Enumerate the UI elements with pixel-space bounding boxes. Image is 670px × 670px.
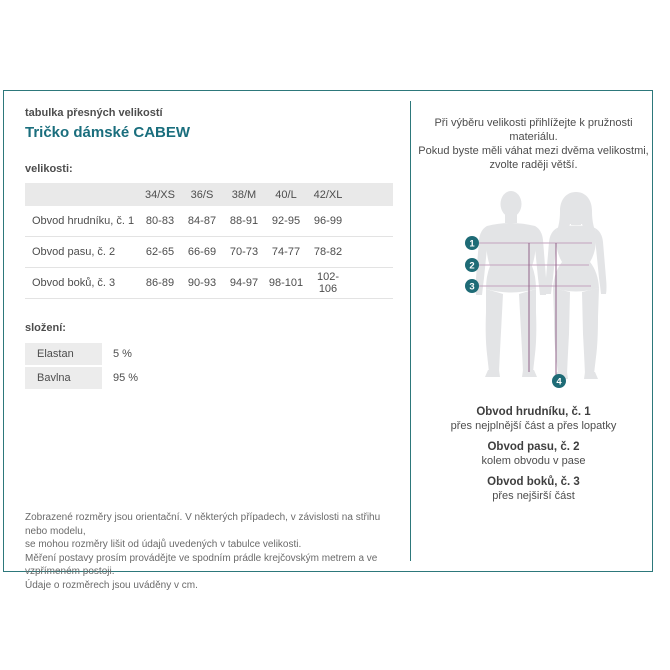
measure-marker-3 xyxy=(465,279,479,293)
measurement-row-label: Obvod pasu, č. 2 xyxy=(25,237,139,268)
footnote-line: se mohou rozměry lišit od údajů uvedených v tabulce velikosti. xyxy=(25,539,302,550)
material-percent: 5 % xyxy=(113,348,132,360)
measure-marker-2 xyxy=(465,258,479,272)
footnote-line: Zobrazené rozměry jsou orientační. V některých případech, v závislosti na střihu nebo modelu, xyxy=(25,512,381,537)
svg-text:4: 4 xyxy=(556,376,562,388)
fit-advice-line: Při výběru velikosti přihlížejte k pružnosti materiálu. xyxy=(434,117,633,143)
size-value: 84-87 xyxy=(181,206,223,237)
footnote-line: Údaje o rozměrech jsou uváděny v cm. xyxy=(25,579,198,591)
material-name: Bavlna xyxy=(25,367,102,389)
table-row xyxy=(25,237,393,268)
sizes-table-header-row xyxy=(25,183,393,206)
size-value: 78-82 xyxy=(307,237,349,268)
body-measurement-diagram xyxy=(429,182,669,397)
footnote-line: Měření postavy prosím provádějte ve spodním prádle krejčovským metrem a ve vzpřímeném postoji. xyxy=(25,552,378,577)
size-value: 62-65 xyxy=(139,237,181,268)
material-name: Elastan xyxy=(25,343,102,365)
measurement-desc: přes nejplnější část a přes lopatky xyxy=(450,420,617,432)
product-title: Tričko dámské CABEW xyxy=(25,124,191,141)
size-value: 66-69 xyxy=(181,237,223,268)
composition-row xyxy=(25,343,399,365)
measurement-desc: přes nejširší část xyxy=(492,490,575,502)
size-value: 80-83 xyxy=(139,206,181,237)
fit-advice-line: zvolte raději větší. xyxy=(489,159,578,171)
material-percent: 95 % xyxy=(113,372,139,384)
svg-text:3: 3 xyxy=(469,281,475,293)
size-value: 86-89 xyxy=(139,268,181,299)
chart-subtitle: tabulka přesných velikostí xyxy=(25,107,163,119)
size-value: 98-101 xyxy=(265,268,307,299)
measurement-title: Obvod boků, č. 3 xyxy=(487,476,580,488)
measurement-row-label: Obvod hrudníku, č. 1 xyxy=(25,206,139,237)
size-value: 96-99 xyxy=(307,206,349,237)
size-column-header: 38/M xyxy=(223,183,265,206)
footnote xyxy=(25,511,405,592)
measurement-legend xyxy=(412,441,655,467)
fit-advice-line: Pokud byste měli váhat mezi dvěma velikostmi, xyxy=(418,145,649,157)
size-column-header: 34/XS xyxy=(139,183,181,206)
panel-divider xyxy=(410,101,411,561)
male-silhouette xyxy=(476,191,547,377)
size-column-header: 40/L xyxy=(265,183,307,206)
composition-table xyxy=(25,343,399,389)
measurement-legend xyxy=(412,406,655,432)
size-value: 94-97 xyxy=(223,268,265,299)
sizes-table xyxy=(25,183,393,299)
size-chart-frame xyxy=(3,90,653,591)
size-value: 92-95 xyxy=(265,206,307,237)
size-value: 102-106 xyxy=(307,268,349,299)
fit-advice xyxy=(412,116,655,172)
size-value: 90-93 xyxy=(181,268,223,299)
size-value: 74-77 xyxy=(265,237,307,268)
measure-marker-1 xyxy=(465,236,479,250)
table-row xyxy=(25,206,393,237)
measurement-legend xyxy=(412,476,655,502)
size-column-header: 36/S xyxy=(181,183,223,206)
sizes-header-empty xyxy=(25,183,139,206)
measurement-title: Obvod hrudníku, č. 1 xyxy=(476,406,591,418)
svg-text:2: 2 xyxy=(469,260,475,272)
size-value: 88-91 xyxy=(223,206,265,237)
sizes-label: velikosti: xyxy=(25,163,73,175)
measurement-guide-panel xyxy=(412,91,655,502)
size-value: 70-73 xyxy=(223,237,265,268)
measurement-row-label: Obvod boků, č. 3 xyxy=(25,268,139,299)
measure-marker-4 xyxy=(552,374,566,388)
composition-label: složení: xyxy=(25,322,66,334)
size-chart-panel xyxy=(25,91,399,391)
svg-text:1: 1 xyxy=(469,238,475,250)
measurement-title: Obvod pasu, č. 2 xyxy=(487,441,580,453)
sizes-header-filler xyxy=(349,183,393,206)
composition-row xyxy=(25,367,399,389)
size-column-header: 42/XL xyxy=(307,183,349,206)
table-row xyxy=(25,268,393,299)
measurement-desc: kolem obvodu v pase xyxy=(481,455,586,467)
